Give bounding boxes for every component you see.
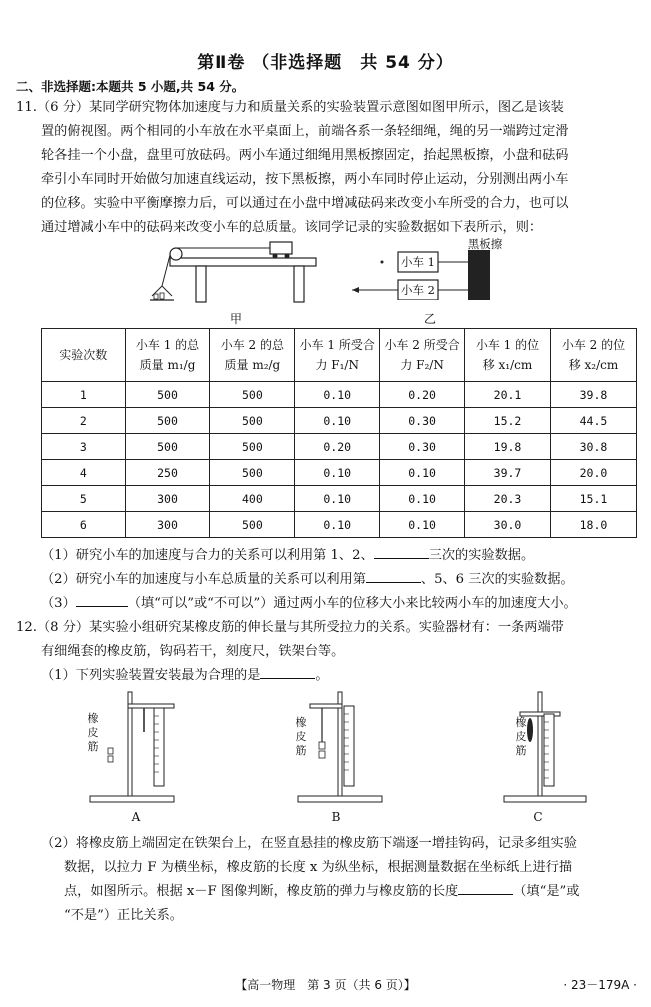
cell-trial: 4 [42, 460, 126, 486]
eraser-label: 黑板擦 [467, 237, 503, 251]
answer-blank[interactable] [76, 592, 128, 607]
q11-line-5: 的位移。实验中平衡摩擦力后，可以通过在小盘中增减砝码来改变小车所受的合力，也可以 [41, 196, 569, 211]
cell-m2: 500 [210, 460, 295, 486]
table-row [42, 460, 637, 486]
cell-f1: 0.10 [295, 460, 380, 486]
q12-line-1: 12.（8 分）某实验小组研究某橡皮筋的伸长量与其所受拉力的关系。实验器材有：一条两端带 [16, 620, 564, 635]
cell-x2: 20.0 [550, 460, 636, 486]
q12-sub2-line-1: （2）将橡皮筋上端固定在铁架台上，在竖直悬挂的橡皮筋下端逐一增挂钩码，记录多组实验 [41, 836, 577, 851]
section-heading: 二、非选择题:本题共 5 小题,共 54 分。 [16, 79, 245, 94]
cell-m2: 500 [210, 408, 295, 434]
cell-f1: 0.10 [295, 408, 380, 434]
header-x2: 小车 2 的位 移 x₂/cm [550, 329, 636, 382]
cell-f2: 0.10 [380, 486, 465, 512]
exam-code: · 23－179A · [563, 978, 637, 992]
answer-blank[interactable] [260, 664, 315, 679]
cell-f2: 0.30 [380, 408, 465, 434]
cell-x2: 30.8 [550, 434, 636, 460]
q12-sub2-line-3: 点，如图所示。根据 x－F 图像判断，橡皮筋的弹力与橡皮筋的长度 （填“是”或 [64, 880, 579, 904]
apparatus-c-rubber-label: 橡皮筋 [515, 716, 527, 757]
cell-m2: 500 [210, 382, 295, 408]
table-row [42, 382, 637, 408]
option-a-label: A [131, 810, 141, 824]
figure-yi-label: 乙 [423, 312, 436, 326]
header-f1: 小车 1 所受合 力 F₁/N [295, 329, 380, 382]
cell-x1: 19.8 [465, 434, 551, 460]
cell-f2: 0.30 [380, 434, 465, 460]
cell-x1: 20.1 [465, 382, 551, 408]
apparatus-a [88, 690, 184, 808]
car-1-label: 小车 1 [401, 255, 435, 269]
table-row [42, 486, 637, 512]
answer-blank[interactable] [458, 880, 513, 895]
experiment-data-table [41, 328, 637, 538]
cell-f1: 0.10 [295, 486, 380, 512]
cell-f2: 0.10 [380, 512, 465, 538]
table-row [42, 512, 637, 538]
q11-line-2: 置的俯视图。两个相同的小车放在水平桌面上，前端各系一条轻细绳，绳的另一端跨过定滑 [41, 124, 569, 139]
q12-sub2-line-2: 数据，以拉力 F 为横坐标，橡皮筋的长度 x 为纵坐标，根据测量数据在坐标纸上进行描 [64, 860, 573, 875]
header-f2: 小车 2 所受合 力 F₂/N [380, 329, 465, 382]
apparatus-a-rubber-label: 橡皮筋 [87, 712, 99, 753]
q11-sub2: （2）研究小车的加速度与小车总质量的关系可以利用第 、5、6 三次的实验数据。 [41, 568, 574, 592]
header-x1: 小车 1 的位 移 x₁/cm [465, 329, 551, 382]
option-b-label: B [331, 810, 341, 824]
cell-trial: 3 [42, 434, 126, 460]
cell-m2: 500 [210, 434, 295, 460]
cell-trial: 6 [42, 512, 126, 538]
q11-line-4: 牵引小车同时开始做匀加速直线运动，按下黑板擦，两小车同时停止运动，分别测出两小车 [41, 172, 569, 187]
q11-line-6: 通过增减小车中的砝码来改变小车的总质量。该同学记录的实验数据如下表所示，则： [41, 220, 543, 235]
cell-f1: 0.10 [295, 512, 380, 538]
car-2-label: 小车 2 [401, 283, 435, 297]
answer-blank[interactable] [366, 568, 421, 583]
cell-f1: 0.10 [295, 382, 380, 408]
cell-x2: 44.5 [550, 408, 636, 434]
q11-line-3: 轮各挂一个小盘，盘里可放砝码。两小车通过细绳用黑板擦固定，抬起黑板擦，小盘和砝码 [41, 148, 569, 163]
cell-x1: 20.3 [465, 486, 551, 512]
q12-sub2-line-4: “不是”）正比关系。 [64, 908, 183, 923]
q11-sub3: （3） （填“可以”或“不可以”）通过两小车的位移大小来比较两小车的加速度大小。 [41, 592, 577, 616]
cell-m1: 500 [125, 408, 210, 434]
cell-f1: 0.20 [295, 434, 380, 460]
cell-x1: 15.2 [465, 408, 551, 434]
figure-jia-label: 甲 [229, 312, 242, 326]
cell-m1: 250 [125, 460, 210, 486]
page-footer: 【高一物理 第 3 页（共 6 页）】 [235, 978, 416, 992]
figure-jia-side-view [148, 238, 323, 306]
table-row [42, 434, 637, 460]
cell-m1: 500 [125, 382, 210, 408]
cell-f2: 0.20 [380, 382, 465, 408]
table-row [42, 408, 637, 434]
q12-sub1: （1）下列实验装置安装最为合理的是 。 [41, 664, 329, 688]
answer-blank[interactable] [374, 544, 429, 559]
cell-trial: 2 [42, 408, 126, 434]
cell-m2: 500 [210, 512, 295, 538]
cell-m1: 300 [125, 486, 210, 512]
cell-x2: 39.8 [550, 382, 636, 408]
cell-x2: 15.1 [550, 486, 636, 512]
cell-x1: 39.7 [465, 460, 551, 486]
cell-x1: 30.0 [465, 512, 551, 538]
apparatus-b-rubber-label: 橡皮筋 [295, 716, 307, 757]
option-c-label: C [533, 810, 543, 824]
cell-m2: 400 [210, 486, 295, 512]
cell-x2: 18.0 [550, 512, 636, 538]
cell-m1: 500 [125, 434, 210, 460]
cell-trial: 1 [42, 382, 126, 408]
cell-f2: 0.10 [380, 460, 465, 486]
cell-m1: 300 [125, 512, 210, 538]
part-title: 第Ⅱ卷 （非选择题 共 54 分） [197, 53, 454, 73]
header-trial: 实验次数 [42, 329, 126, 382]
q12-line-2: 有细绳套的橡皮筋，钩码若干，刻度尺，铁架台等。 [41, 644, 345, 659]
header-m2: 小车 2 的总 质量 m₂/g [210, 329, 295, 382]
header-m1: 小车 1 的总 质量 m₁/g [125, 329, 210, 382]
q11-sub1: （1）研究小车的加速度与合力的关系可以利用第 1、2、 三次的实验数据。 [41, 544, 534, 568]
cell-trial: 5 [42, 486, 126, 512]
table-header-row [42, 329, 637, 382]
q11-line-1: 11.（6 分）某同学研究物体加速度与力和质量关系的实验装置示意图如图甲所示，图乙是该装 [16, 100, 564, 115]
